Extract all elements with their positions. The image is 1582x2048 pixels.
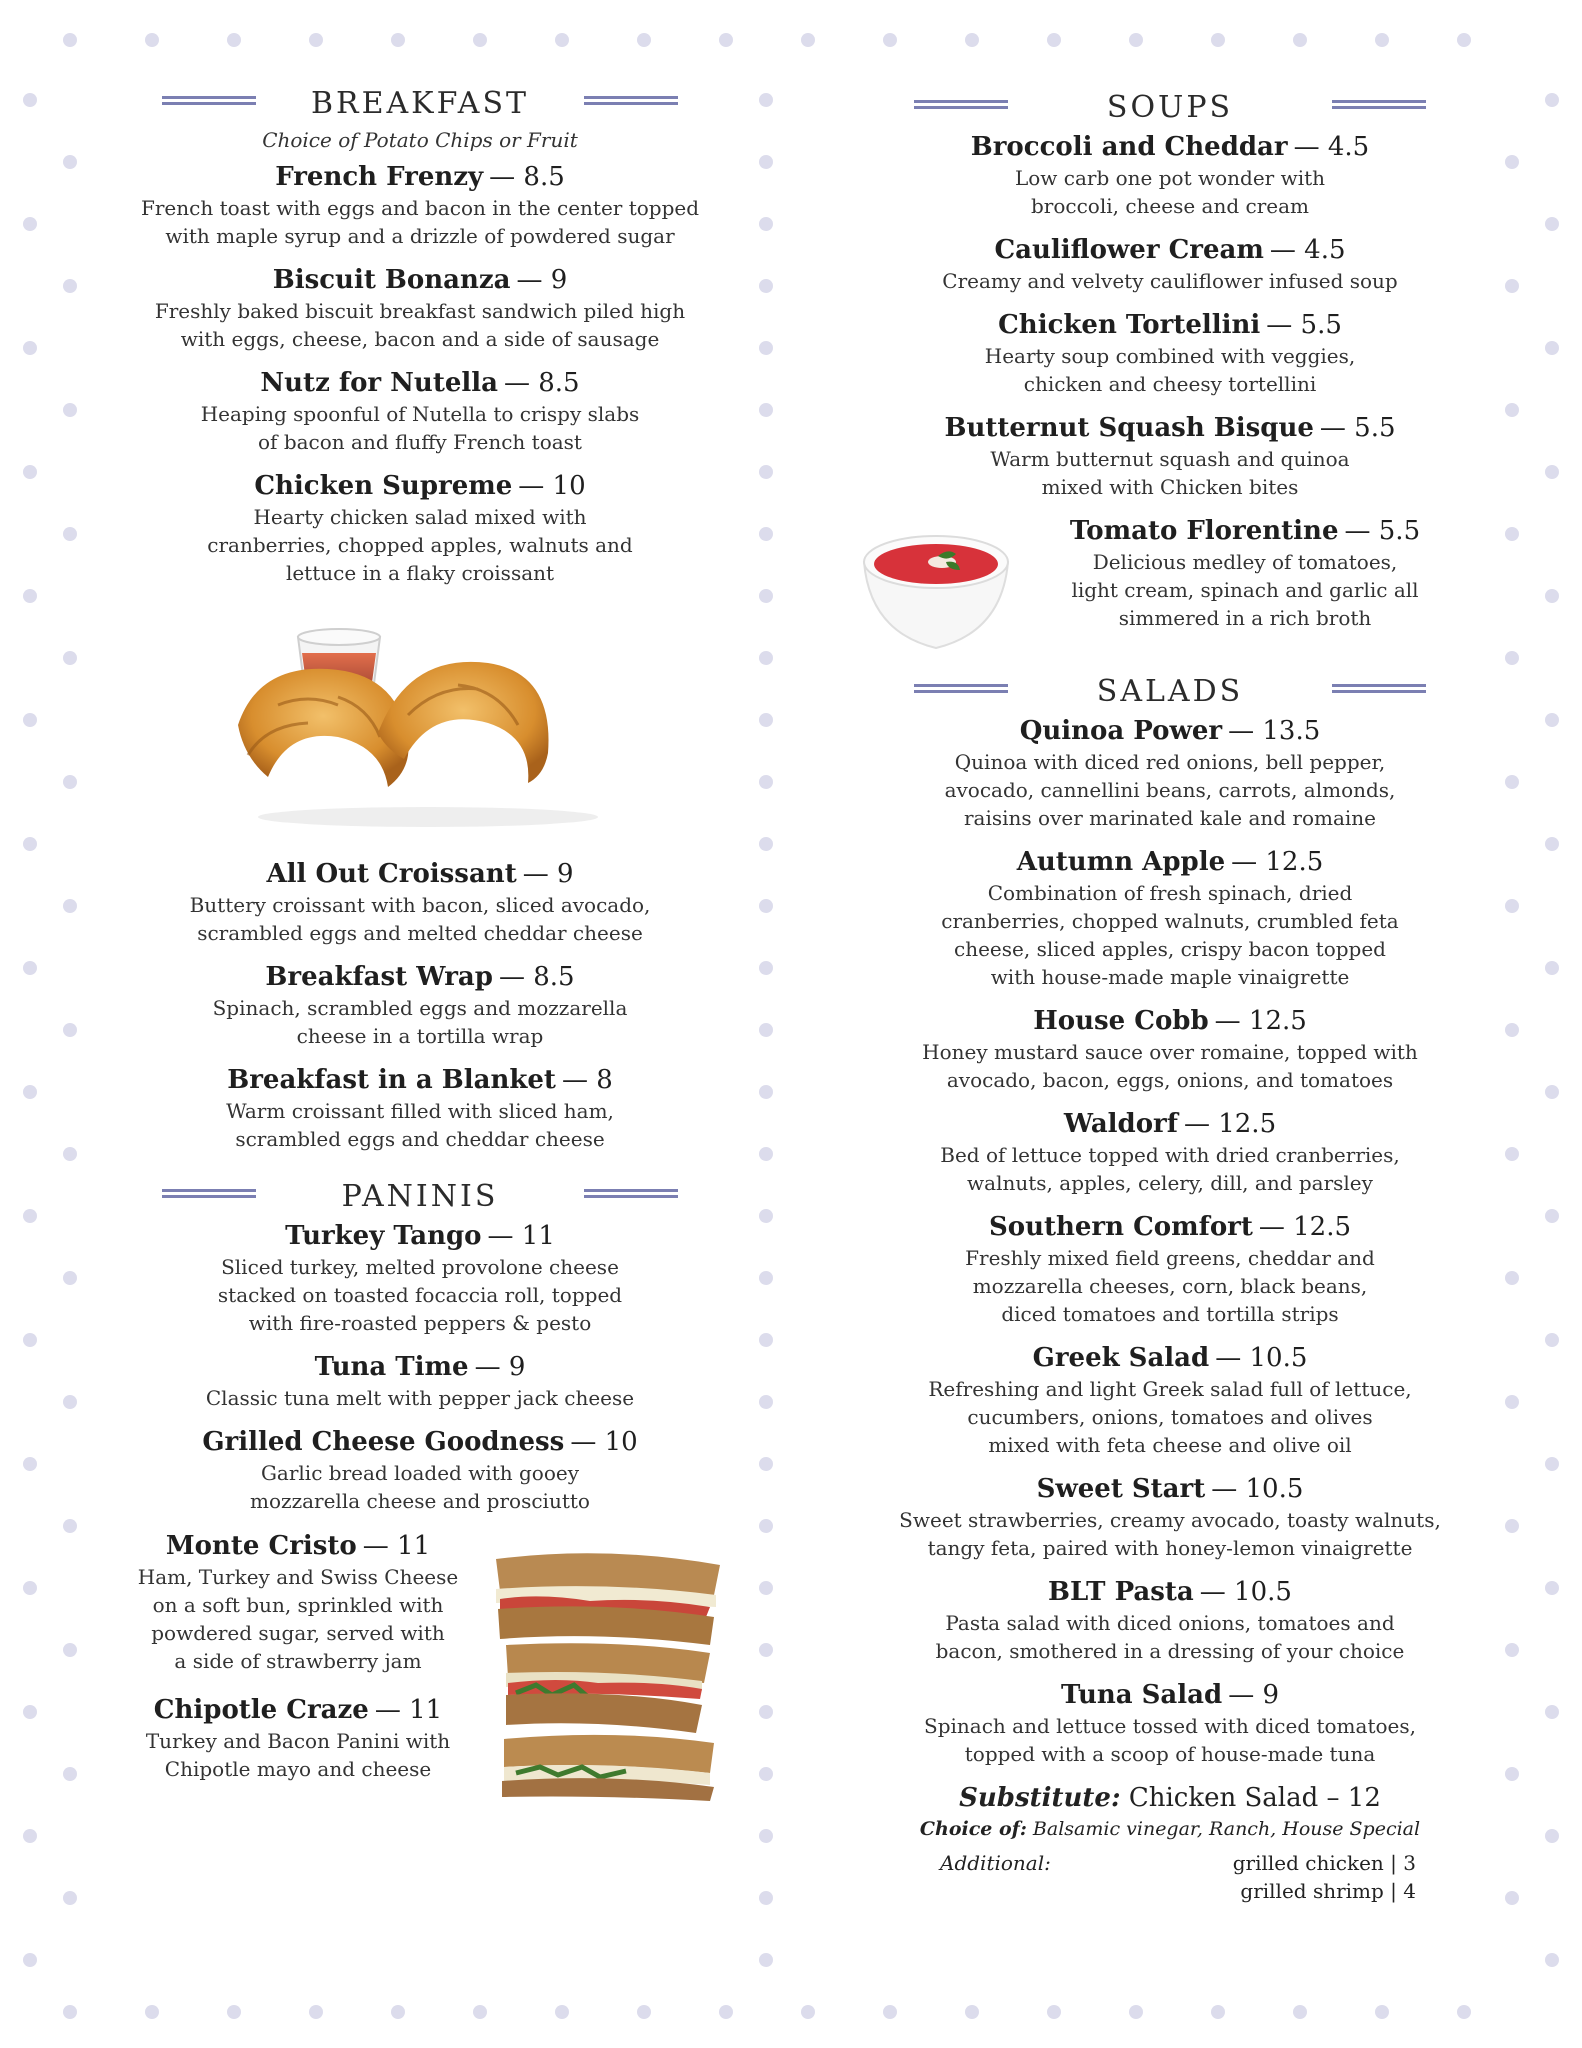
- dot: [759, 775, 773, 789]
- header-rule-left: [162, 1189, 256, 1199]
- menu-item: [880, 714, 1460, 832]
- dot: [759, 1767, 773, 1781]
- dot: [63, 775, 77, 789]
- item-price: — 13.5: [1228, 716, 1321, 746]
- dot: [63, 1891, 77, 1905]
- menu-item: [880, 1210, 1460, 1328]
- dot: [1129, 33, 1143, 47]
- dot: [759, 465, 773, 479]
- item-description: Garlic bread loaded with gooey mozzarella cheese and prosciutto: [250, 1461, 590, 1513]
- item-price: — 9: [522, 859, 574, 889]
- dot: [1505, 527, 1519, 541]
- dot: [1211, 33, 1225, 47]
- dot: [63, 1767, 77, 1781]
- item-price: — 12.5: [1258, 1212, 1352, 1242]
- dot: [759, 527, 773, 541]
- item-name: Sweet Start: [1036, 1474, 1206, 1504]
- menu-item: [880, 845, 1460, 991]
- paninis-header: [128, 1175, 712, 1219]
- item-name: Autumn Apple: [1016, 847, 1226, 877]
- item-description: Delicious medley of tomatoes, light cream, spinach and garlic all simmered in a rich broth: [1071, 550, 1419, 630]
- dot: [759, 713, 773, 727]
- dot: [759, 961, 773, 975]
- dot: [1545, 1705, 1559, 1719]
- item-name: Cauliflower Cream: [994, 235, 1264, 265]
- dot: [1545, 341, 1559, 355]
- dot: [63, 403, 77, 417]
- dot: [1545, 713, 1559, 727]
- dot: [23, 837, 37, 851]
- item-price: — 11: [487, 1221, 555, 1251]
- dot: [759, 1395, 773, 1409]
- menu-item: [880, 1678, 1460, 1768]
- menu-item: [128, 1063, 712, 1153]
- dot: [759, 403, 773, 417]
- soup-bowl-icon: [864, 536, 1008, 648]
- dot: [23, 1829, 37, 1843]
- dot: [1505, 1023, 1519, 1037]
- dot: [1545, 465, 1559, 479]
- item-description: Ham, Turkey and Swiss Cheese on a soft bun, sprinkled with powdered sugar, served with a side of strawberry jam: [137, 1565, 459, 1673]
- item-name: Turkey Tango: [285, 1221, 482, 1251]
- dot: [1505, 1767, 1519, 1781]
- dot: [63, 1271, 77, 1285]
- item-price: — 8: [561, 1065, 613, 1095]
- menu-item: [880, 308, 1460, 398]
- item-description: Sliced turkey, melted provolone cheese stacked on toasted focaccia roll, topped with fire-roasted peppers & pesto: [217, 1255, 623, 1335]
- menu-item: [880, 1575, 1460, 1665]
- dot: [1211, 2005, 1225, 2019]
- dot: [759, 1333, 773, 1347]
- dot: [1545, 93, 1559, 107]
- breakfast-note: Choice of Potato Chips or Fruit: [262, 128, 578, 152]
- dot: [759, 341, 773, 355]
- dot: [1505, 1891, 1519, 1905]
- dot: [1457, 33, 1471, 47]
- item-price: — 5.5: [1344, 516, 1421, 546]
- dot: [63, 527, 77, 541]
- item-description: Buttery croissant with bacon, sliced avocado, scrambled eggs and melted cheddar cheese: [189, 893, 651, 945]
- additional-item: grilled shrimp | 4: [1240, 1879, 1416, 1903]
- item-name: House Cobb: [1033, 1006, 1209, 1036]
- menu-item: [880, 1341, 1460, 1459]
- dot: [759, 899, 773, 913]
- item-price: — 10: [518, 471, 586, 501]
- item-description: Warm croissant filled with sliced ham, scrambled eggs and cheddar cheese: [226, 1099, 614, 1151]
- dot: [309, 2005, 323, 2019]
- dot: [759, 1271, 773, 1285]
- item-name: Nutz for Nutella: [260, 368, 498, 398]
- dot: [1293, 33, 1307, 47]
- dot: [1545, 837, 1559, 851]
- dot: [1375, 2005, 1389, 2019]
- item-name: Quinoa Power: [1019, 716, 1223, 746]
- item-name: All Out Croissant: [266, 859, 517, 889]
- choice-label: Choice of:: [919, 1818, 1027, 1840]
- item-description: Heaping spoonful of Nutella to crispy slabs of bacon and fluffy French toast: [200, 402, 640, 454]
- breakfast-header: [128, 82, 712, 126]
- item-name: BLT Pasta: [1048, 1577, 1194, 1607]
- dot: [23, 1953, 37, 1967]
- item-description: Creamy and velvety cauliflower infused soup: [942, 269, 1398, 293]
- soups-title: SOUPS: [1106, 90, 1234, 125]
- item-name: Tuna Salad: [1060, 1680, 1223, 1710]
- item-price: — 8.5: [503, 368, 580, 398]
- dot: [145, 2005, 159, 2019]
- item-name: Grilled Cheese Goodness: [202, 1427, 565, 1457]
- item-name: Tuna Time: [314, 1352, 469, 1382]
- dot: [1545, 1953, 1559, 1967]
- item-name: Greek Salad: [1032, 1343, 1210, 1373]
- item-name: Southern Comfort: [988, 1212, 1253, 1242]
- dot: [1047, 2005, 1061, 2019]
- dot: [1505, 155, 1519, 169]
- item-price: — 4.5: [1269, 235, 1346, 265]
- item-name: Chipotle Craze: [153, 1695, 369, 1725]
- header-rule-right: [1332, 684, 1426, 694]
- dot: [309, 33, 323, 47]
- dot: [1545, 217, 1559, 231]
- dot: [759, 1457, 773, 1471]
- menu-item: [128, 960, 712, 1050]
- item-name: Biscuit Bonanza: [272, 265, 511, 295]
- dot: [23, 1333, 37, 1347]
- soup-item-text: [1030, 514, 1460, 632]
- choice-text: Balsamic vinegar, Ranch, House Special: [1032, 1818, 1421, 1840]
- item-price: — 12.5: [1183, 1109, 1277, 1139]
- menu-item: [880, 1472, 1460, 1562]
- salads-list: [880, 714, 1460, 1768]
- header-rule-right: [584, 1189, 678, 1199]
- dot: [145, 33, 159, 47]
- item-description: Combination of fresh spinach, dried cranberries, chopped walnuts, crumbled feta cheese, sliced apples, crispy bacon topped with house-made maple vinaigrette: [941, 881, 1399, 989]
- item-description: Pasta salad with diced onions, tomatoes and bacon, smothered in a dressing of your choice: [935, 1611, 1405, 1663]
- dot: [23, 1085, 37, 1099]
- item-price: — 4.5: [1293, 132, 1370, 162]
- dot: [759, 1953, 773, 1967]
- dot: [883, 33, 897, 47]
- item-description: Spinach, scrambled eggs and mozzarella cheese in a tortilla wrap: [212, 996, 628, 1048]
- item-description: Freshly mixed field greens, cheddar and mozzarella cheeses, corn, black beans, diced tomatoes and tortilla strips: [965, 1246, 1375, 1326]
- dot: [759, 279, 773, 293]
- tomato-soup-photo: [856, 518, 1016, 658]
- item-price: — 9: [474, 1352, 526, 1382]
- dot: [63, 1147, 77, 1161]
- item-description: Turkey and Bacon Panini with Chipotle mayo and cheese: [145, 1729, 451, 1781]
- menu-item: [128, 469, 712, 587]
- breakfast-list-a: [128, 160, 712, 587]
- item-price: — 10.5: [1211, 1474, 1304, 1504]
- item-price: — 10: [570, 1427, 638, 1457]
- croissant-photo: [128, 605, 712, 835]
- item-name: Butternut Squash Bisque: [944, 413, 1314, 443]
- dot: [1505, 899, 1519, 913]
- dot: [759, 1023, 773, 1037]
- dot: [23, 217, 37, 231]
- additional-list: [1233, 1849, 1416, 1905]
- breakfast-list-b: [128, 857, 712, 1153]
- dot: [759, 1643, 773, 1657]
- item-description: Classic tuna melt with pepper jack cheese: [205, 1386, 635, 1410]
- dot: [759, 1581, 773, 1595]
- item-name: Breakfast in a Blanket: [227, 1065, 556, 1095]
- dot: [759, 217, 773, 231]
- header-rule-left: [914, 100, 1008, 110]
- dot: [801, 2005, 815, 2019]
- item-price: — 8.5: [489, 162, 565, 192]
- menu-item: [880, 233, 1460, 295]
- dot: [1545, 961, 1559, 975]
- additional-label: Additional:: [940, 1851, 1051, 1875]
- paninis-list: [128, 1219, 712, 1515]
- item-description: Quinoa with diced red onions, bell pepper, avocado, cannellini beans, carrots, almonds, raisins over marinated kale and romaine: [944, 750, 1396, 830]
- dot: [63, 33, 77, 47]
- item-price: — 12.5: [1214, 1006, 1307, 1036]
- dot: [1505, 279, 1519, 293]
- dot: [473, 33, 487, 47]
- dot: [759, 589, 773, 603]
- header-rule-left: [162, 96, 256, 106]
- item-name: French Frenzy: [275, 162, 484, 192]
- dot: [473, 2005, 487, 2019]
- item-price: — 9: [1228, 1680, 1279, 1710]
- dot: [1545, 1209, 1559, 1223]
- dot: [1545, 1457, 1559, 1471]
- dot: [759, 1147, 773, 1161]
- salads-title: SALADS: [1096, 674, 1244, 709]
- dot: [965, 2005, 979, 2019]
- dot: [759, 651, 773, 665]
- dot: [1505, 1395, 1519, 1409]
- item-price: — 11: [374, 1695, 443, 1725]
- dot: [1375, 33, 1389, 47]
- breakfast-title: BREAKFAST: [310, 86, 530, 121]
- dot: [1505, 1271, 1519, 1285]
- menu-item: [880, 514, 1460, 632]
- dot: [63, 279, 77, 293]
- item-name: Breakfast Wrap: [265, 962, 493, 992]
- dot: [63, 155, 77, 169]
- item-description: French toast with eggs and bacon in the center topped with maple syrup and a drizzle of powdered sugar: [140, 196, 700, 248]
- dot: [1505, 1519, 1519, 1533]
- dot: [63, 2005, 77, 2019]
- item-name: Broccoli and Cheddar: [970, 132, 1288, 162]
- menu-item: [880, 411, 1460, 501]
- dot: [227, 33, 241, 47]
- dot: [23, 341, 37, 355]
- dot: [801, 33, 815, 47]
- item-price: — 8.5: [498, 962, 575, 992]
- dot: [759, 1705, 773, 1719]
- dot: [63, 899, 77, 913]
- dot: [1505, 1147, 1519, 1161]
- dot: [23, 713, 37, 727]
- dot: [391, 33, 405, 47]
- dot: [1545, 1829, 1559, 1843]
- dot: [1047, 33, 1061, 47]
- header-rule-left: [914, 684, 1008, 694]
- dot: [1505, 775, 1519, 789]
- dot: [637, 2005, 651, 2019]
- dot: [1505, 403, 1519, 417]
- paninis-title: PANINIS: [341, 1179, 499, 1214]
- dot: [227, 2005, 241, 2019]
- item-description: Low carb one pot wonder with broccoli, cheese and cream: [1014, 166, 1326, 218]
- dot: [759, 93, 773, 107]
- dot: [1457, 2005, 1471, 2019]
- item-price: — 10.5: [1215, 1343, 1308, 1373]
- menu-item: [128, 1529, 468, 1675]
- sandwich-icon: [496, 1553, 720, 1801]
- dot: [63, 1519, 77, 1533]
- dot: [23, 1457, 37, 1471]
- dot: [965, 33, 979, 47]
- item-description: Honey mustard sauce over romaine, topped with avocado, bacon, eggs, onions, and tomatoes: [922, 1040, 1418, 1092]
- additional-options: [880, 1849, 1460, 1919]
- dot: [391, 2005, 405, 2019]
- dot: [23, 589, 37, 603]
- item-price: — 5.5: [1266, 310, 1342, 340]
- dot: [759, 1519, 773, 1533]
- menu-item: [128, 366, 712, 456]
- dot: [23, 1209, 37, 1223]
- item-description: Hearty soup combined with veggies, chicken and cheesy tortellini: [984, 344, 1356, 396]
- item-price: — 9: [516, 265, 568, 295]
- dot: [63, 651, 77, 665]
- dot: [759, 155, 773, 169]
- dot: [1505, 651, 1519, 665]
- header-rule-right: [1332, 100, 1426, 110]
- menu-item: [128, 857, 712, 947]
- item-description: Refreshing and light Greek salad full of lettuce, cucumbers, onions, tomatoes and olives mixed with feta cheese and olive oil: [928, 1377, 1412, 1457]
- item-name: Monte Cristo: [165, 1531, 357, 1561]
- substitute-text: Chicken Salad – 12: [1128, 1783, 1381, 1813]
- item-description: Bed of lettuce topped with dried cranberries, walnuts, apples, celery, dill, and parsley: [940, 1143, 1400, 1195]
- dot: [637, 33, 651, 47]
- dot: [1545, 1581, 1559, 1595]
- croissant-icon: [128, 605, 712, 835]
- item-description: Warm butternut squash and quinoa mixed with Chicken bites: [990, 447, 1350, 499]
- item-price: — 10.5: [1199, 1577, 1292, 1607]
- right-column: [880, 86, 1460, 1919]
- item-description: Spinach and lettuce tossed with diced tomatoes, topped with a scoop of house-made tuna: [924, 1714, 1416, 1766]
- dot: [23, 1705, 37, 1719]
- soups-list: [880, 130, 1460, 632]
- menu-item: [880, 1107, 1460, 1197]
- menu-item: [128, 1219, 712, 1337]
- panini-side-items: [128, 1529, 468, 1796]
- dot: [23, 93, 37, 107]
- item-name: Tomato Florentine: [1069, 516, 1339, 546]
- dot: [1545, 1333, 1559, 1347]
- item-price: — 5.5: [1319, 413, 1396, 443]
- substitute-line: [880, 1781, 1460, 1815]
- item-description: Sweet strawberries, creamy avocado, toasty walnuts, tangy feta, paired with honey-lemon vinaigrette: [899, 1508, 1441, 1560]
- additional-item: grilled chicken | 3: [1232, 1851, 1416, 1875]
- left-column: [128, 82, 712, 1829]
- panini-photo-row: [128, 1529, 712, 1829]
- dot: [23, 465, 37, 479]
- item-price: — 11: [362, 1531, 431, 1561]
- item-name: Chicken Supreme: [254, 471, 513, 501]
- dot: [719, 33, 733, 47]
- menu-item: [128, 160, 712, 250]
- item-name: Waldorf: [1063, 1109, 1178, 1139]
- menu-item: [128, 1693, 468, 1783]
- salads-header: [880, 670, 1460, 714]
- dot: [1505, 1643, 1519, 1657]
- dot: [719, 2005, 733, 2019]
- dot: [63, 1023, 77, 1037]
- dot: [63, 1395, 77, 1409]
- item-description: Hearty chicken salad mixed with cranberries, chopped apples, walnuts and lettuce in a flaky croissant: [207, 505, 633, 585]
- item-description: Freshly baked biscuit breakfast sandwich piled high with eggs, cheese, bacon and a side of sausage: [154, 299, 686, 351]
- dot: [883, 2005, 897, 2019]
- soups-header: [880, 86, 1460, 130]
- item-name: Chicken Tortellini: [998, 310, 1261, 340]
- dot: [1129, 2005, 1143, 2019]
- dot: [759, 837, 773, 851]
- dot: [555, 33, 569, 47]
- menu-item: [880, 1004, 1460, 1094]
- panini-sandwich-photo: [486, 1549, 726, 1804]
- menu-item: [880, 130, 1460, 220]
- dot: [759, 1209, 773, 1223]
- header-rule-right: [584, 96, 678, 106]
- dot: [23, 961, 37, 975]
- dot: [555, 2005, 569, 2019]
- menu-item: [128, 263, 712, 353]
- dot: [23, 1581, 37, 1595]
- dressing-choice: [880, 1815, 1460, 1843]
- dot: [1545, 589, 1559, 603]
- dot: [759, 1085, 773, 1099]
- substitute-label: Substitute:: [959, 1783, 1121, 1813]
- dot: [759, 1829, 773, 1843]
- menu-item: [128, 1350, 712, 1412]
- dot: [1545, 1085, 1559, 1099]
- dot: [63, 1643, 77, 1657]
- dot: [1293, 2005, 1307, 2019]
- menu-item: [128, 1425, 712, 1515]
- item-price: — 12.5: [1231, 847, 1324, 877]
- dot: [759, 1891, 773, 1905]
